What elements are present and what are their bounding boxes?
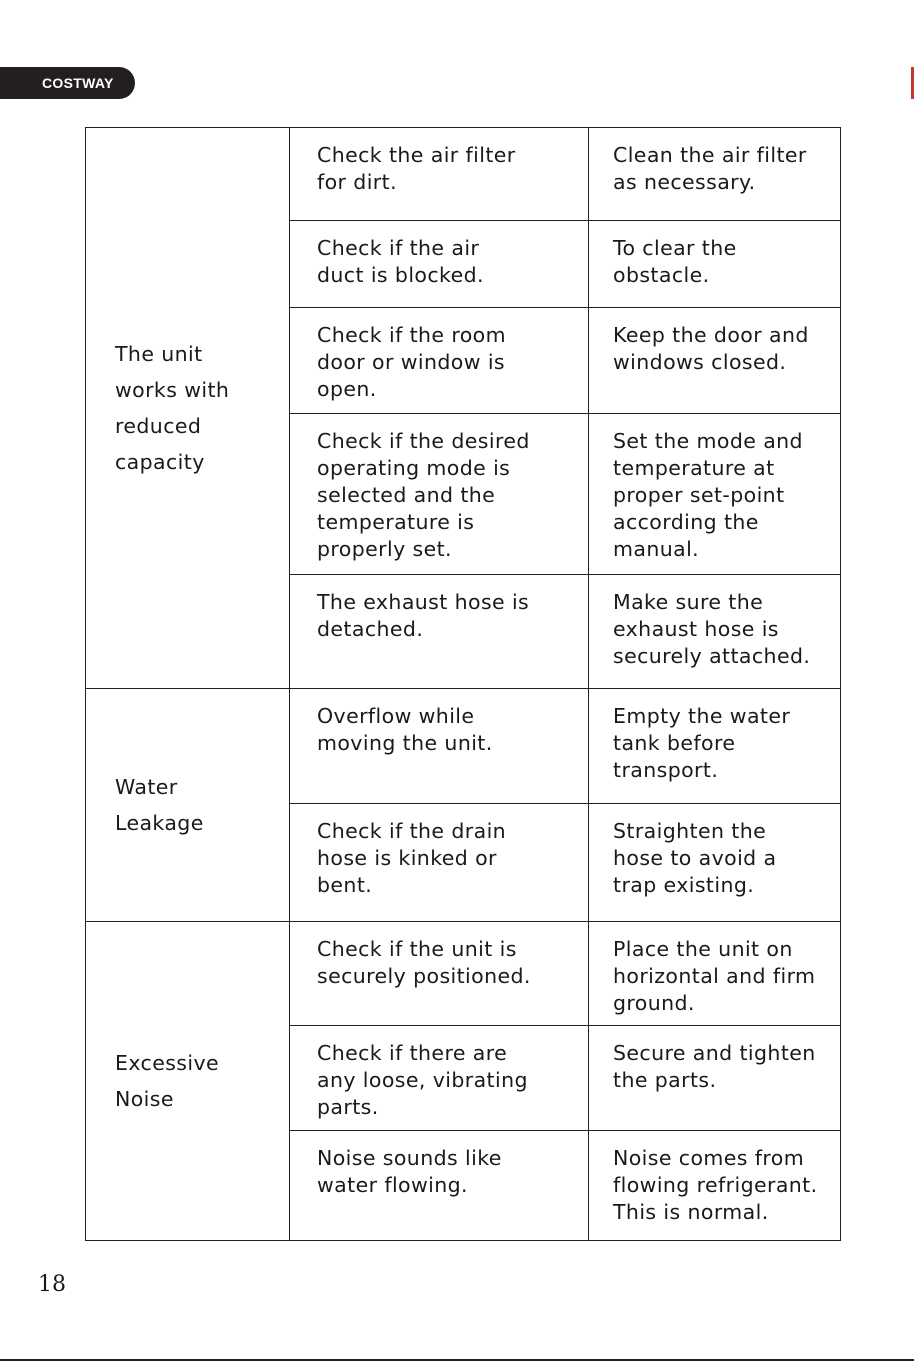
solution-text: Keep the door and windows closed. <box>613 323 809 374</box>
cause-text: Check the air filter for dirt. <box>317 143 516 194</box>
troubleshooting-table <box>85 127 841 1241</box>
cause-text: Check if the air duct is blocked. <box>317 236 484 287</box>
solution-cell <box>589 575 841 689</box>
cause-text: Check if the desired operating mode is selected and the temperature is properly set. <box>317 429 530 561</box>
solution-cell <box>589 1026 841 1131</box>
solution-text: Secure and tighten the parts. <box>613 1041 816 1092</box>
cause-cell <box>290 689 589 804</box>
cause-cell <box>290 804 589 922</box>
cause-cell <box>290 1026 589 1131</box>
solution-cell <box>589 414 841 575</box>
solution-cell <box>589 804 841 922</box>
cause-text: Noise sounds like water flowing. <box>317 1146 502 1197</box>
solution-cell <box>589 308 841 414</box>
solution-cell <box>589 128 841 221</box>
solution-text: Set the mode and temperature at proper set-point according the manual. <box>613 429 803 561</box>
cause-cell <box>290 221 589 308</box>
cause-text: Check if there are any loose, vibrating parts. <box>317 1041 528 1119</box>
problem-cell <box>86 689 290 922</box>
solution-text: Straighten the hose to avoid a trap existing. <box>613 819 777 897</box>
table-row <box>86 128 841 221</box>
solution-text: To clear the obstacle. <box>613 236 737 287</box>
problem-text: The unit works with reduced capacity <box>115 342 230 474</box>
bottom-divider <box>0 1359 914 1361</box>
cause-text: The exhaust hose is detached. <box>317 590 530 641</box>
solution-text: Noise comes from flowing refrigerant. This is normal. <box>613 1146 818 1224</box>
brand-tab <box>0 67 135 99</box>
solution-text: Empty the water tank before transport. <box>613 704 791 782</box>
solution-text: Place the unit on horizontal and firm ground. <box>613 937 816 1015</box>
cause-cell <box>290 308 589 414</box>
cause-text: Check if the unit is securely positioned. <box>317 937 531 988</box>
problem-text: Excessive Noise <box>115 1051 220 1111</box>
problem-cell <box>86 128 290 689</box>
table-row <box>86 689 841 804</box>
page-number: 18 <box>38 1272 66 1297</box>
table-row <box>86 922 841 1026</box>
cause-text: Check if the drain hose is kinked or bent. <box>317 819 507 897</box>
cause-cell <box>290 575 589 689</box>
cause-cell <box>290 128 589 221</box>
solution-cell <box>589 1131 841 1241</box>
solution-text: Clean the air filter as necessary. <box>613 143 807 194</box>
solution-cell <box>589 221 841 308</box>
solution-cell <box>589 689 841 804</box>
solution-text: Make sure the exhaust hose is securely attached. <box>613 590 811 668</box>
cause-cell <box>290 922 589 1026</box>
cause-cell <box>290 414 589 575</box>
solution-cell <box>589 922 841 1026</box>
cause-text: Check if the room door or window is open. <box>317 323 506 401</box>
brand-logo-text: COSTWAY <box>42 75 114 91</box>
problem-cell <box>86 922 290 1241</box>
problem-text: Water Leakage <box>115 775 204 835</box>
cause-text: Overflow while moving the unit. <box>317 704 493 755</box>
cause-cell <box>290 1131 589 1241</box>
